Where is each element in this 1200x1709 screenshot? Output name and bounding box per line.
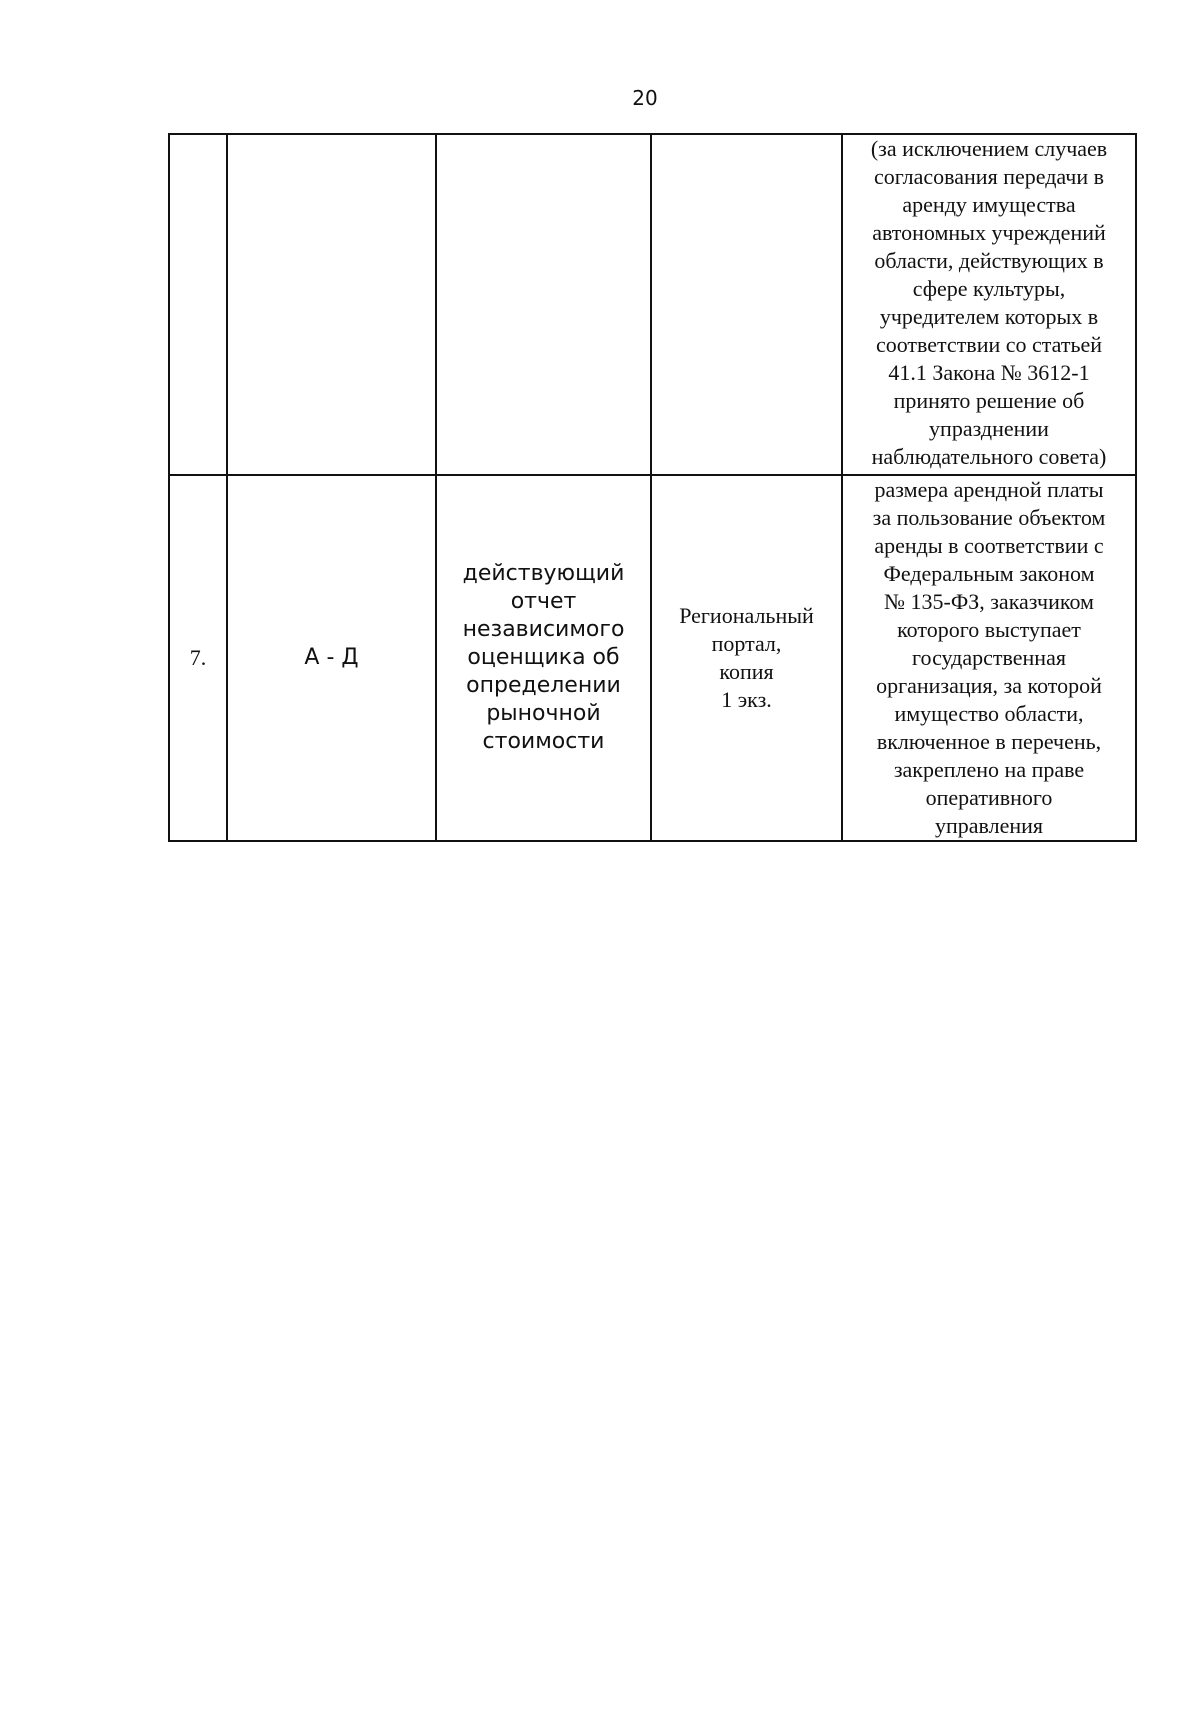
- letters-cell: А - Д: [227, 475, 436, 841]
- method-cell: Региональный портал, копия 1 экз.: [651, 475, 842, 841]
- letters-cell: [227, 134, 436, 475]
- condition-text-cell: размера арендной платы за пользование объектом аренды в соответствии с Федеральным законом № 135-ФЗ, заказчиком которого выступает государственная организация, за которой имущество области, включенное в перечень, закреплено на праве оперативного управления: [842, 475, 1136, 841]
- method-cell: [651, 134, 842, 475]
- document-cell: действующий отчет независимого оценщика об определении рыночной стоимости: [436, 475, 651, 841]
- row-number-cell: [169, 134, 227, 475]
- condition-text-cell: (за исключением случаев согласования передачи в аренду имущества автономных учреждений области, действующих в сфере культуры, учредителем которых в соответствии со статьей 41.1 Закона № 3612-1 принято решение об упразднении наблюдательного совета): [842, 134, 1136, 475]
- document-table: [168, 133, 1137, 842]
- document-cell: [436, 134, 651, 475]
- page-number: 20: [632, 86, 658, 110]
- table-row: [169, 475, 1136, 841]
- table-row: [169, 134, 1136, 475]
- row-number-cell: 7.: [169, 475, 227, 841]
